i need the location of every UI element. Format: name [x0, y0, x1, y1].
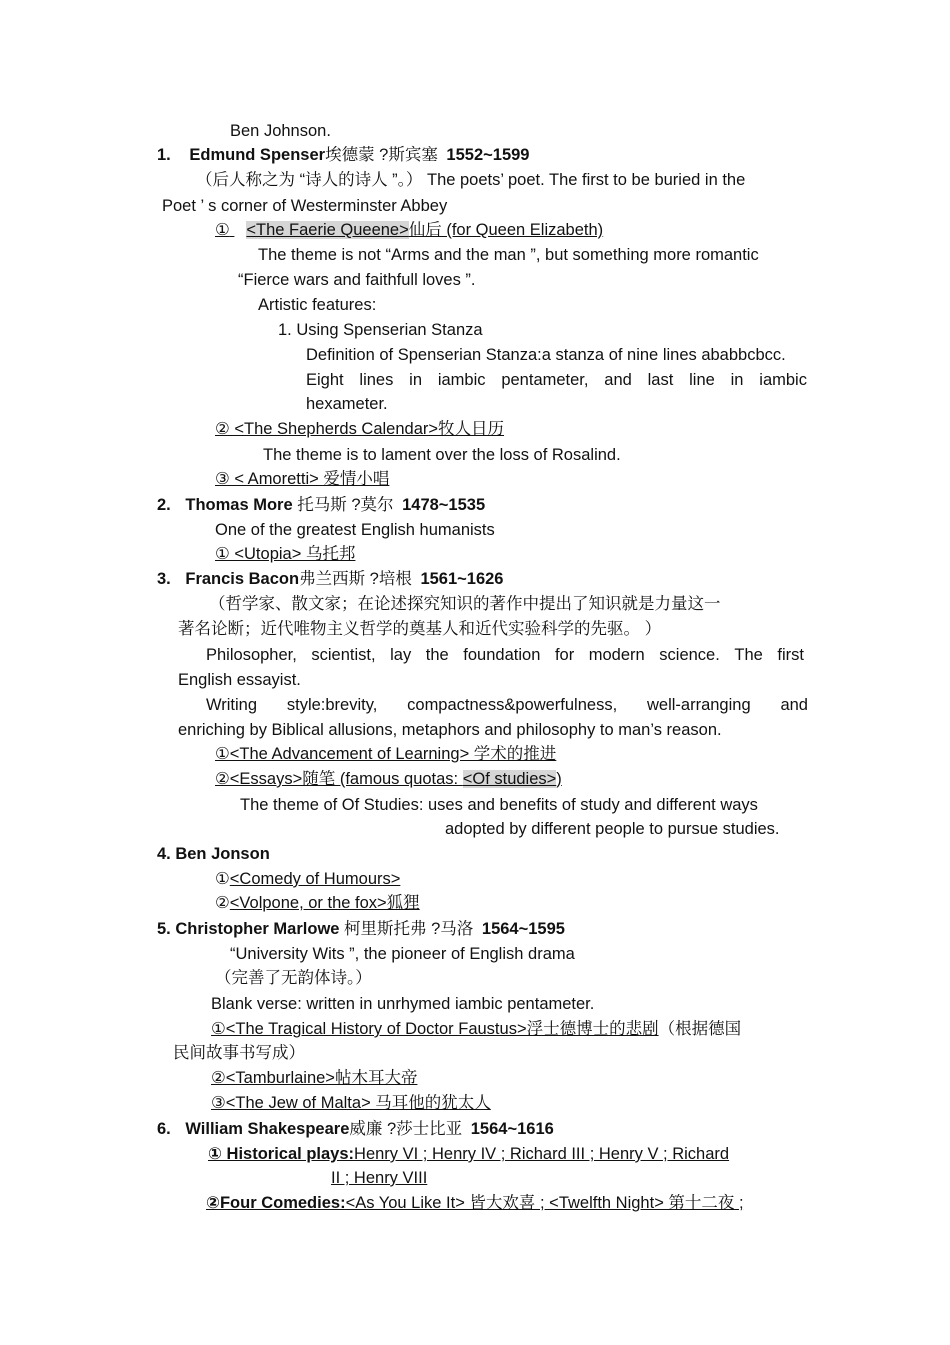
- highlighted-title: <Of studies>: [462, 770, 557, 788]
- work-item: ① <The Faerie Queene>仙后 (for Queen Elizabeth): [215, 221, 604, 239]
- text-line: The theme is to lament over the loss of Rosalind.: [263, 446, 621, 464]
- text-line: Artistic features:: [258, 296, 377, 314]
- text-line: （完善了无韵体诗。）: [215, 969, 372, 987]
- text-line: adopted by different people to pursue studies.: [445, 820, 780, 838]
- work-item: ③<The Jew of Malta> 马耳他的犹太人: [211, 1094, 491, 1112]
- work-item: ②Four Comedies:<As You Like It> 皆大欢喜 ; <Twelfth Night> 第十二夜 ;: [206, 1194, 744, 1212]
- text-line: （哲学家、散文家；在论述探究知识的著作中提出了知识就是力量这一: [209, 595, 721, 613]
- work-item: ①<Comedy of Humours>: [215, 870, 401, 888]
- justified-line: Eight lines in iambic pentameter, and last line in iambic: [306, 371, 807, 389]
- text-line: 民间故事书写成）: [173, 1044, 305, 1062]
- heading-jonson: 4. Ben Jonson: [157, 845, 270, 863]
- text-line: Poet ’ s corner of Westerminster Abbey: [162, 197, 448, 215]
- heading-bacon: 3. Francis Bacon弗兰西斯 ?培根 1561~1626: [157, 570, 504, 588]
- text-line: “University Wits ”, the pioneer of English drama: [230, 945, 575, 963]
- text-line: hexameter.: [306, 395, 388, 413]
- text-line: One of the greatest English humanists: [215, 521, 495, 539]
- text-line: Definition of Spenserian Stanza:a stanza of nine lines ababbcbcc.: [306, 346, 786, 364]
- justified-line: Philosopher, scientist, lay the foundation for modern science. The first: [206, 646, 804, 664]
- work-item: ①<The Tragical History of Doctor Faustus>浮士德博士的悲剧（根据德国: [211, 1020, 742, 1038]
- text-line: （后人称之为 “诗人的诗人 ”。） The poets’ poet. The first to be buried in the: [196, 171, 746, 189]
- list-item: 1. Using Spenserian Stanza: [278, 321, 483, 339]
- work-item: ① Historical plays:Henry VI ; Henry IV ; Richard III ; Henry V ; Richard: [208, 1145, 730, 1163]
- intro-line: Ben Johnson.: [230, 122, 331, 140]
- text-line: The theme of Of Studies: uses and benefits of study and different ways: [240, 796, 758, 814]
- heading-marlowe: 5. Christopher Marlowe 柯里斯托弗 ?马洛 1564~1595: [157, 920, 565, 938]
- work-item: ③ < Amoretti> 爱情小唱: [215, 470, 390, 488]
- heading-shakespeare: 6. William Shakespeare威廉 ?莎士比亚 1564~1616: [157, 1120, 554, 1138]
- justified-line: Writing style:brevity, compactness&powerfulness, well-arranging and: [206, 696, 808, 714]
- work-item: ②<Essays>随笔 (famous quotas: <Of studies>): [215, 770, 562, 788]
- text-line: The theme is not “Arms and the man ”, but something more romantic: [258, 246, 759, 264]
- work-item: ②<Volpone, or the fox>狐狸: [215, 894, 420, 912]
- work-item: ① <Utopia> 乌托邦: [215, 545, 356, 563]
- text-line: Blank verse: written in unrhymed iambic pentameter.: [211, 995, 595, 1013]
- heading-spenser: 1. Edmund Spenser埃德蒙 ?斯宾塞 1552~1599: [157, 146, 530, 164]
- text-line: 著名论断；近代唯物主义哲学的奠基人和近代实验科学的先驱。 ）: [178, 620, 662, 638]
- text-line: “Fierce wars and faithfull loves ”.: [238, 271, 476, 289]
- work-item: ①<The Advancement of Learning> 学术的推进: [215, 745, 557, 763]
- text-line: English essayist.: [178, 671, 301, 689]
- highlighted-title: <The Faerie Queene>: [246, 221, 409, 239]
- text-line: enriching by Biblical allusions, metaphors and philosophy to man’s reason.: [178, 721, 722, 739]
- work-item: ② <The Shepherds Calendar>牧人日历: [215, 420, 505, 438]
- text-line: II ; Henry VIII: [331, 1169, 428, 1187]
- work-item: ②<Tamburlaine>帖木耳大帝: [211, 1069, 418, 1087]
- heading-more: 2. Thomas More 托马斯 ?莫尔 1478~1535: [157, 496, 486, 514]
